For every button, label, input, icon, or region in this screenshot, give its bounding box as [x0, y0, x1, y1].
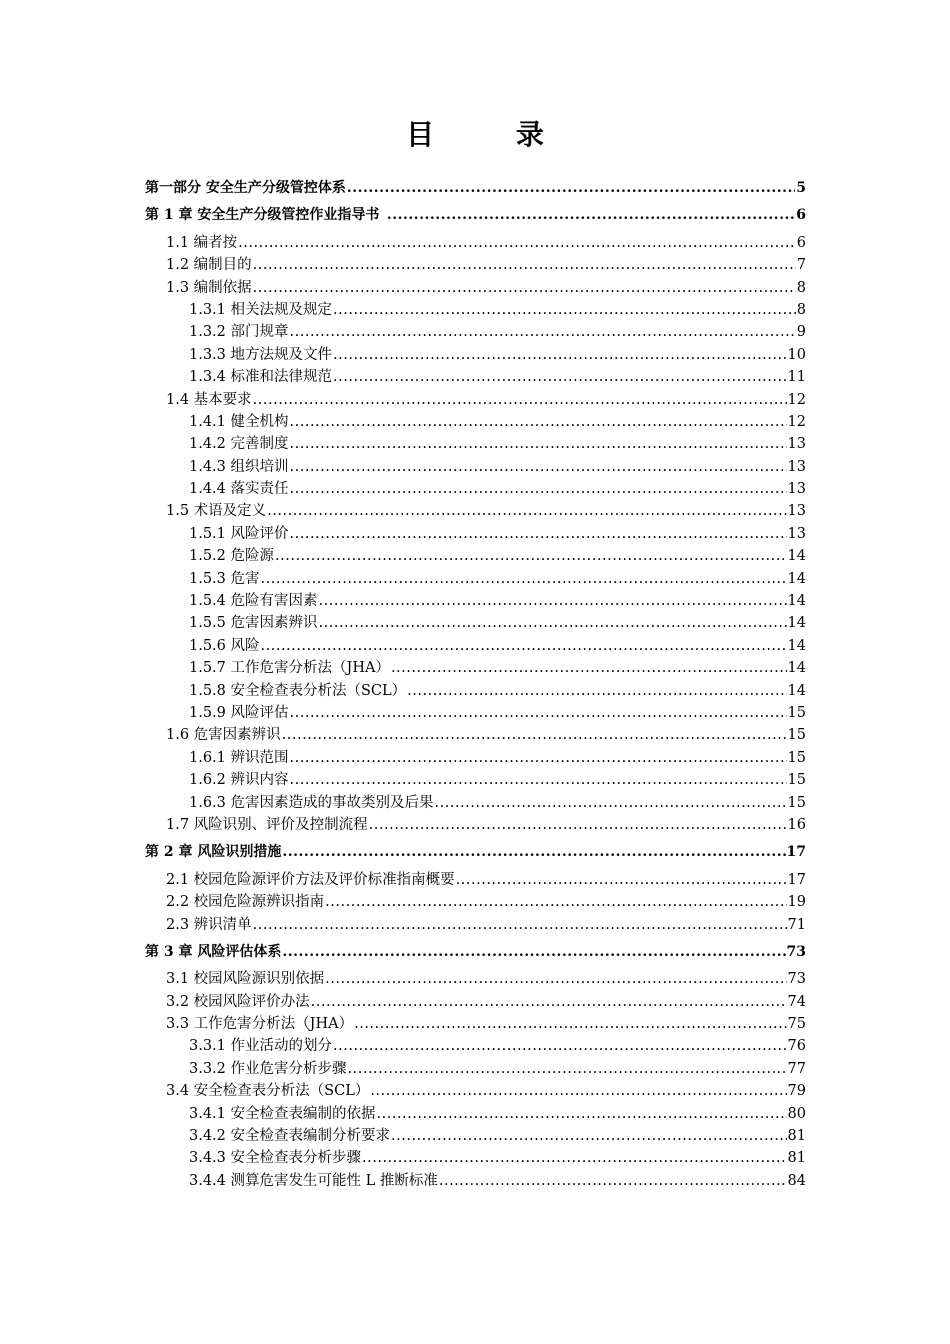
toc-dot-leader — [282, 724, 787, 746]
toc-entry-label: 1.5.6 风险 — [189, 637, 260, 654]
toc-entry[interactable] — [145, 456, 806, 478]
toc-entry[interactable] — [145, 344, 806, 366]
toc-entry[interactable] — [145, 814, 806, 836]
toc-entry[interactable] — [145, 411, 806, 433]
toc-entry-page-number: 16 — [787, 816, 806, 833]
toc-entry-label: 1.4.1 健全机构 — [189, 413, 289, 430]
toc-dot-leader — [325, 891, 786, 913]
toc-entry-page-number: 81 — [787, 1150, 806, 1167]
toc-entry-label: 1.5.4 危险有害因素 — [189, 593, 318, 610]
toc-entry[interactable] — [145, 254, 806, 276]
toc-dot-leader — [275, 545, 787, 567]
toc-entry-page-number: 19 — [787, 894, 806, 911]
toc-entry-page-number: 14 — [787, 548, 806, 565]
toc-dot-leader — [391, 1125, 787, 1147]
toc-entry[interactable] — [145, 366, 806, 388]
toc-entry-page-number: 76 — [787, 1038, 806, 1055]
toc-entry-label: 1.5.2 危险源 — [189, 548, 275, 565]
toc-dot-leader — [253, 254, 796, 276]
toc-entry-label: 1.4.4 落实责任 — [189, 481, 289, 498]
toc-entry[interactable] — [145, 1035, 806, 1057]
toc-entry[interactable] — [145, 478, 806, 500]
toc-entry[interactable] — [145, 1125, 806, 1147]
toc-entry-page-number: 15 — [787, 704, 806, 721]
toc-dot-leader — [261, 635, 787, 657]
toc-entry-page-number: 13 — [787, 481, 806, 498]
toc-entry[interactable] — [145, 1103, 806, 1125]
toc-entry[interactable] — [145, 724, 806, 746]
toc-entry[interactable] — [145, 1080, 806, 1102]
toc-entry-label: 3.4.4 测算危害发生可能性 L 推断标准 — [189, 1172, 438, 1189]
toc-entry-page-number: 73 — [787, 971, 806, 988]
toc-entry[interactable] — [145, 747, 806, 769]
toc-dot-leader — [333, 299, 796, 321]
toc-entry-label: 第一部分 安全生产分级管控体系 — [145, 180, 346, 196]
toc-dot-leader — [290, 321, 796, 343]
toc-entry[interactable] — [145, 177, 806, 199]
toc-entry-label: 3.4.2 安全检查表编制分析要求 — [189, 1128, 391, 1145]
toc-entry-page-number: 8 — [796, 279, 806, 296]
toc-entry-label: 1.4 基本要求 — [166, 391, 252, 408]
toc-dot-leader — [347, 177, 795, 199]
toc-entry-page-number: 13 — [787, 458, 806, 475]
toc-entry-label: 3.4.3 安全检查表分析步骤 — [189, 1150, 362, 1167]
toc-entry-page-number: 12 — [787, 391, 806, 408]
toc-entry-page-number: 14 — [787, 660, 806, 677]
toc-entry-page-number: 79 — [787, 1083, 806, 1100]
toc-dot-leader — [407, 680, 786, 702]
toc-entry[interactable] — [145, 590, 806, 612]
toc-entry[interactable] — [145, 612, 806, 634]
toc-entry[interactable] — [145, 433, 806, 455]
toc-entry-page-number: 9 — [796, 324, 806, 341]
toc-entry-label: 第 1 章 安全生产分级管控作业指导书 — [145, 207, 380, 224]
toc-entry-page-number: 74 — [787, 993, 806, 1010]
toc-entry-page-number: 14 — [787, 593, 806, 610]
toc-entry-label: 3.2 校园风险评价办法 — [166, 993, 310, 1010]
toc-entry-label: 3.1 校园风险源识别依据 — [166, 971, 325, 988]
toc-dot-leader — [282, 841, 785, 863]
toc-title: 目 录 — [406, 118, 580, 151]
toc-entry-label: 1.1 编者按 — [166, 234, 238, 251]
toc-entry-page-number: 75 — [787, 1016, 806, 1033]
toc-entry-page-number: 15 — [787, 727, 806, 744]
toc-entry-label: 1.3.3 地方法规及文件 — [189, 346, 333, 363]
toc-entry-label: 1.6.2 辨识内容 — [189, 772, 289, 789]
toc-dot-leader — [333, 1035, 787, 1057]
toc-entry-label: 1.3.4 标准和法律规范 — [189, 369, 333, 386]
toc-dot-leader — [370, 1080, 786, 1102]
toc-entry-label: 1.4.3 组织培训 — [189, 458, 289, 475]
toc-dot-leader — [290, 523, 787, 545]
toc-entry-page-number: 14 — [787, 637, 806, 654]
toc-dot-leader — [325, 968, 786, 990]
toc-dot-leader — [253, 914, 787, 936]
toc-entry[interactable] — [145, 702, 806, 724]
toc-entry-page-number: 12 — [787, 413, 806, 430]
toc-entry-label: 2.1 校园危险源评价方法及评价标准指南概要 — [166, 871, 455, 888]
toc-entry[interactable] — [145, 968, 806, 990]
toc-entry-label: 1.6.1 辨识范围 — [189, 749, 289, 766]
toc-entry[interactable] — [145, 1170, 806, 1192]
toc-entry-label: 1.5.3 危害 — [189, 570, 260, 587]
toc-entry-page-number: 84 — [787, 1172, 806, 1189]
toc-entry[interactable] — [145, 891, 806, 913]
toc-entry-page-number: 81 — [787, 1128, 806, 1145]
toc-dot-leader — [333, 366, 787, 388]
toc-entry[interactable] — [145, 635, 806, 657]
toc-entry[interactable] — [145, 568, 806, 590]
toc-entry-page-number: 13 — [787, 525, 806, 542]
toc-entry-label: 1.7 风险识别、评价及控制流程 — [166, 816, 368, 833]
toc-entry-label: 1.5.5 危害因素辨识 — [189, 615, 318, 632]
toc-entry[interactable] — [145, 277, 806, 299]
toc-dot-leader — [362, 1147, 787, 1169]
toc-entry-label: 1.6.3 危害因素造成的事故类别及后果 — [189, 794, 434, 811]
toc-entry[interactable] — [145, 500, 806, 522]
toc-entry-label: 1.5.9 风险评估 — [189, 704, 289, 721]
toc-entry-page-number: 77 — [787, 1060, 806, 1077]
toc-dot-leader — [435, 792, 787, 814]
toc-entry[interactable] — [145, 523, 806, 545]
toc-entry-label: 1.5.1 风险评价 — [189, 525, 289, 542]
toc-entry-page-number: 14 — [787, 615, 806, 632]
toc-dot-leader — [238, 232, 796, 254]
toc-entry-label: 2.3 辨识清单 — [166, 916, 252, 933]
table-of-contents — [145, 172, 806, 1192]
toc-entry[interactable] — [145, 869, 806, 891]
toc-entry-label: 1.4.2 完善制度 — [189, 436, 289, 453]
toc-dot-leader — [348, 1058, 787, 1080]
toc-entry[interactable] — [145, 680, 806, 702]
toc-dot-leader — [290, 702, 787, 724]
toc-entry[interactable] — [145, 545, 806, 567]
toc-entry[interactable] — [145, 769, 806, 791]
toc-entry-page-number: 14 — [787, 570, 806, 587]
toc-dot-leader — [354, 1013, 786, 1035]
toc-dot-leader — [290, 411, 787, 433]
toc-entry-page-number: 71 — [787, 916, 806, 933]
toc-entry-page-number: 7 — [796, 257, 806, 274]
toc-dot-leader — [253, 389, 787, 411]
toc-dot-leader — [290, 433, 787, 455]
toc-entry-page-number: 14 — [787, 682, 806, 699]
toc-dot-leader — [333, 344, 787, 366]
toc-entry[interactable] — [145, 1013, 806, 1035]
toc-entry-label: 3.4.1 安全检查表编制的依据 — [189, 1105, 376, 1122]
toc-dot-leader — [319, 612, 787, 634]
toc-entry-page-number: 15 — [787, 794, 806, 811]
toc-entry[interactable] — [145, 232, 806, 254]
toc-entry-page-number: 6 — [796, 207, 806, 224]
toc-entry-page-number: 11 — [787, 369, 806, 386]
toc-entry[interactable] — [145, 389, 806, 411]
toc-dot-leader — [253, 277, 796, 299]
toc-entry[interactable] — [145, 1147, 806, 1169]
toc-entry-label: 1.3 编制依据 — [166, 279, 252, 296]
toc-entry[interactable] — [145, 657, 806, 679]
toc-dot-leader — [319, 590, 787, 612]
toc-dot-leader — [290, 478, 787, 500]
toc-entry[interactable] — [145, 1058, 806, 1080]
toc-dot-leader — [261, 568, 787, 590]
toc-entry[interactable] — [145, 321, 806, 343]
toc-entry[interactable] — [145, 841, 806, 863]
toc-entry-page-number: 17 — [787, 871, 806, 888]
toc-dot-leader — [387, 204, 795, 226]
toc-entry-page-number: 6 — [796, 234, 806, 251]
toc-entry-label: 1.5.7 工作危害分析法（JHA） — [189, 660, 390, 677]
toc-entry-page-number: 10 — [787, 346, 806, 363]
toc-entry-page-number: 15 — [787, 772, 806, 789]
toc-entry-page-number: 5 — [796, 180, 806, 196]
toc-entry-label: 3.3 工作危害分析法（JHA） — [166, 1016, 354, 1033]
toc-dot-leader — [377, 1103, 787, 1125]
toc-dot-leader — [290, 456, 787, 478]
toc-entry-page-number: 8 — [796, 301, 806, 318]
toc-entry-page-number: 17 — [786, 844, 806, 861]
toc-dot-leader — [456, 869, 787, 891]
toc-entry-label: 3.4 安全检查表分析法（SCL） — [166, 1083, 370, 1100]
toc-entry-label: 2.2 校园危险源辨识指南 — [166, 894, 325, 911]
toc-entry-page-number: 73 — [786, 943, 806, 960]
toc-entry-label: 第 3 章 风险评估体系 — [145, 943, 282, 960]
toc-entry[interactable] — [145, 299, 806, 321]
toc-entry-page-number: 15 — [787, 749, 806, 766]
toc-dot-leader — [369, 814, 787, 836]
toc-entry-label: 1.6 危害因素辨识 — [166, 727, 281, 744]
toc-entry-label: 1.5 术语及定义 — [166, 503, 267, 520]
toc-entry[interactable] — [145, 991, 806, 1013]
toc-entry-label: 1.2 编制目的 — [166, 257, 252, 274]
toc-entry-page-number: 80 — [787, 1105, 806, 1122]
toc-entry[interactable] — [145, 792, 806, 814]
toc-entry-page-number: 13 — [787, 503, 806, 520]
toc-dot-leader — [439, 1170, 787, 1192]
toc-dot-leader — [290, 769, 787, 791]
toc-entry-label: 1.5.8 安全检查表分析法（SCL） — [189, 682, 407, 699]
toc-entry-label: 3.3.1 作业活动的划分 — [189, 1038, 333, 1055]
toc-entry-page-number: 13 — [787, 436, 806, 453]
toc-entry-label: 第 2 章 风险识别措施 — [145, 844, 282, 861]
toc-entry[interactable] — [145, 204, 806, 226]
toc-dot-leader — [282, 941, 785, 963]
toc-dot-leader — [391, 657, 787, 679]
toc-entry-label: 1.3.1 相关法规及规定 — [189, 301, 333, 318]
toc-dot-leader — [267, 500, 786, 522]
toc-dot-leader — [311, 991, 787, 1013]
toc-dot-leader — [290, 747, 787, 769]
toc-entry-label: 3.3.2 作业危害分析步骤 — [189, 1060, 347, 1077]
toc-entry[interactable] — [145, 914, 806, 936]
toc-entry-label: 1.3.2 部门规章 — [189, 324, 289, 341]
toc-entry[interactable] — [145, 941, 806, 963]
